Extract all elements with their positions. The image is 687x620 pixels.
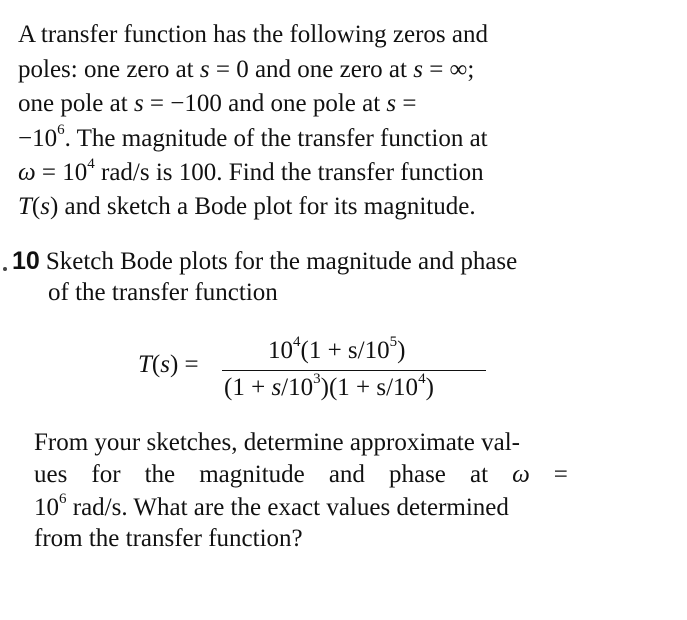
omega-symbol: ω [18, 159, 36, 186]
text-span: Sketch Bode plots for the magnitude and phase [45, 248, 518, 275]
variable-s: s [386, 90, 397, 117]
text-span: 10 [34, 494, 59, 521]
problem-a-line-4 [18, 121, 488, 154]
text-span: ( [31, 193, 41, 220]
text-span: (1 + [224, 374, 272, 401]
text-span: and [328, 461, 365, 488]
text-span: A transfer function has the following zeros and [18, 21, 489, 48]
text-span: = ∞; [422, 56, 475, 83]
text-span: one pole at [18, 90, 134, 117]
superscript: 3 [313, 370, 321, 387]
variable-s: s [271, 374, 282, 401]
text-span: rad/s. What are the exact values determined [66, 494, 509, 521]
equation-lhs [138, 350, 199, 380]
text-span: from the transfer function? [34, 525, 303, 552]
superscript: 4 [293, 333, 301, 350]
text-span: at [469, 461, 489, 488]
variable-s: s [160, 351, 170, 378]
text-span: = [396, 90, 417, 117]
problem-number: 10 [12, 247, 40, 275]
text-span: ues [34, 461, 68, 488]
text-span: of the transfer function [48, 279, 278, 306]
text-span: rad/s is 100. Find the transfer function [94, 159, 484, 186]
problem-b-line-1 [12, 246, 517, 277]
margin-dot [3, 267, 7, 271]
problem-a-line-3 [18, 89, 417, 119]
text-span: ) [397, 337, 406, 364]
superscript: 6 [57, 121, 65, 138]
text-span: magnitude [199, 461, 305, 488]
problem-b-para2-line-3 [34, 490, 509, 523]
superscript: 4 [418, 370, 426, 387]
text-span: ( [151, 351, 161, 378]
text-span: the [144, 461, 176, 488]
problem-b-para2-line-2 [34, 460, 568, 490]
variable-s: s [40, 193, 50, 220]
function-t: T [138, 351, 152, 378]
text-span: . The magnitude of the transfer function at [64, 125, 488, 152]
text-span: = [553, 461, 568, 488]
text-span: = 10 [35, 159, 88, 186]
problem-a-line-1 [18, 20, 578, 50]
variable-s: s [133, 90, 144, 117]
fraction-bar [222, 370, 486, 371]
text-span: /10 [281, 374, 314, 401]
omega-symbol: ω [512, 461, 530, 488]
equation-denominator [224, 370, 434, 403]
superscript: 5 [389, 333, 398, 350]
superscript: 6 [59, 490, 67, 507]
equation-numerator [268, 333, 406, 366]
text-span: poles: one zero at [18, 56, 200, 83]
problem-b-line-2 [48, 278, 278, 308]
problem-a-line-5 [18, 155, 484, 188]
text-span: −10 [18, 125, 58, 152]
text-span: for [91, 461, 121, 488]
problem-b-para2-line-4 [34, 524, 303, 554]
variable-s: s [413, 56, 423, 83]
problem-b-para2-line-1 [34, 428, 520, 458]
superscript: 4 [87, 155, 95, 172]
text-span: = 0 and one zero at [209, 56, 414, 83]
text-span: (1 + s/10 [300, 337, 390, 364]
function-t: T [18, 193, 32, 220]
problem-a-line-2 [18, 55, 474, 85]
text-span: From your sketches, determine approximate val- [34, 429, 520, 456]
problem-a-line-6 [18, 192, 476, 222]
text-span: = −100 and one pole at [143, 90, 387, 117]
text-span: phase [388, 461, 446, 488]
text-span: ) [425, 374, 434, 401]
text-span: )(1 + s/10 [320, 374, 419, 401]
text-span: ) and sketch a Bode plot for its magnitude. [49, 193, 476, 220]
text-span: ) = [169, 351, 199, 378]
variable-s: s [199, 56, 210, 83]
text-span: 10 [268, 337, 293, 364]
